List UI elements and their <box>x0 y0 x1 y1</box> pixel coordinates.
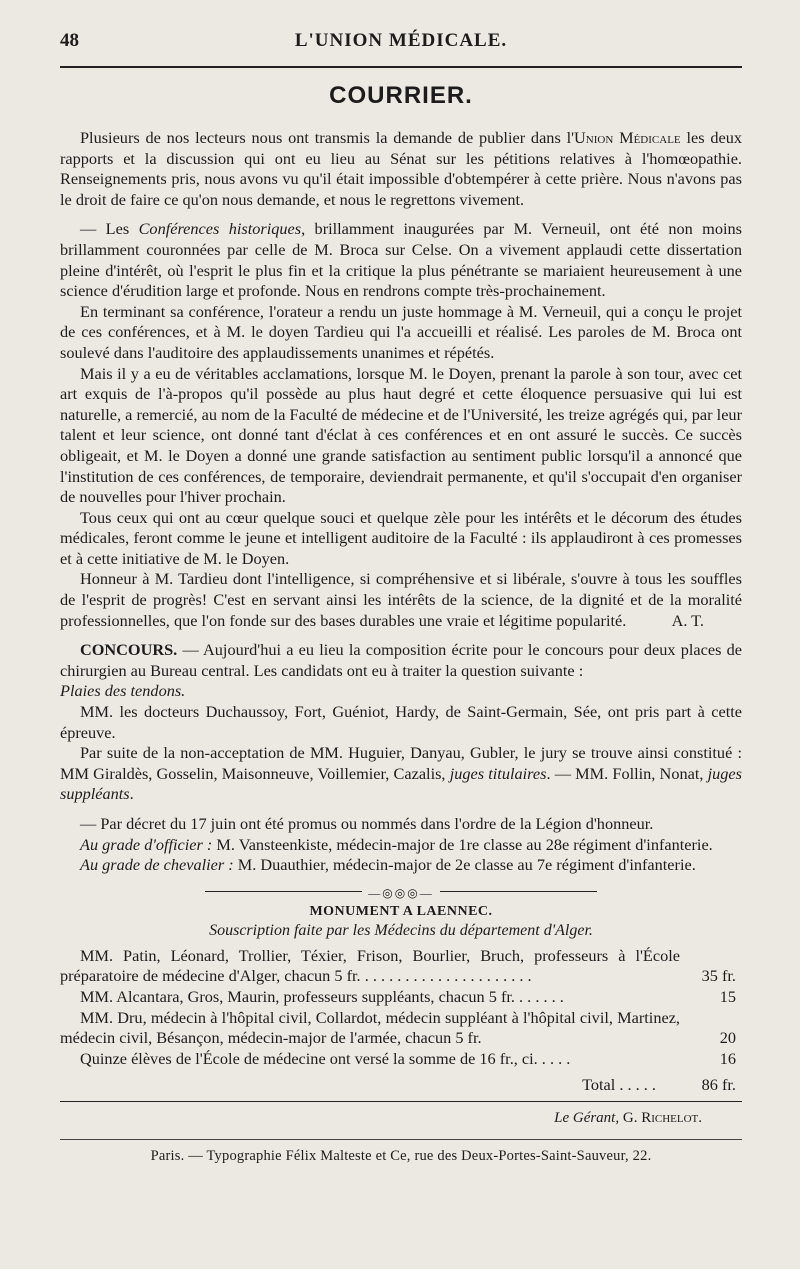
text-run: . — MM. Follin, Nonat, <box>546 763 708 783</box>
paragraph-homeopathie <box>60 128 742 210</box>
gerant-label: Le Gérant, <box>554 1110 620 1127</box>
subscription-row <box>60 987 742 1008</box>
text-run: les deux rapports et la discussion qui ont eu lieu au Sénat sur les pétitions relatives à l'homœopathie. Renseignements pris, nous avons vu qu'il était impossible d'obtempérer à cette prière. Nous n'avons pas le droit de faire ce qu'on nous demande, et nous le regrettons vivement. <box>60 128 742 209</box>
header-rule <box>60 66 742 68</box>
text-run: — Aujourd'hui a eu lieu la composition écrite pour le concours pour deux places de chirurgien au Bureau central. Les candidats ont eu à traiter la question suivante : <box>60 640 742 680</box>
subscription-row <box>60 946 742 987</box>
section-title: COURRIER. <box>329 82 473 109</box>
question-italic: Plaies des tendons. <box>60 681 186 701</box>
subscription-row <box>60 1049 742 1070</box>
text-run: — Les <box>80 219 139 239</box>
article-body <box>60 128 742 876</box>
juges-suppleants-italic: juges suppléants <box>60 763 742 804</box>
gerant-signature <box>60 1110 702 1127</box>
total-amount: 86 fr. <box>701 1075 736 1095</box>
footer-rule <box>60 1139 742 1140</box>
concours-question <box>60 681 742 702</box>
page-number: 48 <box>60 30 79 51</box>
monument-title: MONUMENT A LAENNEC. <box>309 903 493 919</box>
journal-title: L'UNION MÉDICALE. <box>294 30 508 51</box>
text-run: . <box>129 784 134 804</box>
officier-label: Au grade d'officier : <box>80 834 213 854</box>
author-signature: A. T. <box>671 610 704 630</box>
subscription-text: MM. Patin, Léonard, Trollier, Téxier, Frison, Bourlier, Bruch, professeurs à l'École préparatoire de médecine d'Alger, chacun 5 fr. . . . . . . . . . . . . . . . . . . . . . <box>60 945 680 986</box>
total-rule <box>60 1101 742 1102</box>
subscription-amount: 35 fr. <box>701 966 736 986</box>
paragraph-acclamations: Mais il y a eu de véritables acclamations, lorsque M. le Doyen, prenant la parole à son tour, avec cet art exquis de l'à-propos qu'il possède au plus haut degré et cette éloquence persuasive qui lui est naturelle, a remercié, au nom de la Faculté de médecine et de l'Université, les treize agrégés qui, par leur talent et leur science, ont donné tant d'éclat à ces conférences et en ont assuré le succès. Ce succès obligeait, et M. le Doyen a donné une grande satisfaction au sentiment public lorsqu'il a annoncé que l'institution de ces conférences, de temporaire, deviendrait permanente, et qu'il s'occupait d'en organiser de nouvelles pour l'hiver prochain. <box>60 363 742 507</box>
paragraph-conferences <box>60 219 742 301</box>
ornament-icon: —◎◎◎— <box>362 886 439 900</box>
gerant-name: G. Richelot. <box>622 1110 702 1127</box>
paragraph-candidats: MM. les docteurs Duchaussoy, Fort, Guéniot, Hardy, de Saint-Germain, Sée, ont pris part à cette épreuve. <box>60 702 742 742</box>
page-header <box>60 30 742 60</box>
subscription-amount: 16 <box>719 1048 736 1068</box>
text-run: Honneur à M. Tardieu dont l'intelligence, si compréhensive et si libérale, s'ouvre à tous les souffles de l'esprit de progrès! C'est en servant ainsi les intérêts de la science, de la dignité et de la moralité professionnelles, que l'on fonde sur des bases durables une vraie et légitime popularité. <box>60 569 742 630</box>
printer-imprint: Paris. — Typographie Félix Malteste et Ce, rue des Deux-Portes-Saint-Sauveur, 22. <box>150 1148 652 1165</box>
subscription-amount: 20 <box>719 1028 736 1048</box>
subscription-text: MM. Alcantara, Gros, Maurin, professeurs suppléants, chacun 5 fr. . . . . . . <box>80 986 564 1006</box>
concours-label: CONCOURS. <box>80 640 178 660</box>
text-run: , brillamment inaugurées par M. Verneuil, ont été non moins brillamment couronnées par celle de M. Broca sur Celse. On a vivement applaudi cette dissertation pleine d'intérêt, où l'esprit le plus fin et la critique la plus pénétrante se mariaient heureusement à une science d'érudition large et profonde. Nous en rendrons compte très-prochainement. <box>60 219 742 301</box>
subscription-text: MM. Dru, médecin à l'hôpital civil, Collardot, médecin suppléant à l'hôpital civil, Martinez, médecin civil, Bésançon, médecin-major de l'armée, chacun 5 fr. <box>60 1007 680 1048</box>
paragraph-jury <box>60 743 742 805</box>
paragraph-honneur <box>60 569 742 631</box>
paragraph-decret: — Par décret du 17 juin ont été promus ou nommés dans l'ordre de la Légion d'honneur. <box>80 814 654 833</box>
subscription-row <box>60 1008 742 1049</box>
text-run: M. Vansteenkiste, médecin-major de 1re classe au 28e régiment d'infanterie. <box>212 834 713 854</box>
subscription-total <box>60 1075 742 1095</box>
chevalier-label: Au grade de chevalier : <box>80 855 234 875</box>
paragraph-interets: Tous ceux qui ont au cœur quelque souci et quelque zèle pour les intérêts et le décorum des études médicales, feront comme le jeune et intelligent auditoire de la Faculté : ils applaudiront à ces promesses et à cette initiative de M. le Doyen. <box>60 507 742 568</box>
paragraph-officier <box>60 835 742 856</box>
text-run: M. Duauthier, médecin-major de 2e classe au 7e régiment d'infanterie. <box>233 855 696 875</box>
total-label: Total . . . . . <box>582 1075 656 1095</box>
subscription-list <box>60 946 742 1096</box>
conferences-italic: Conférences historiques <box>138 219 302 239</box>
ornament-divider <box>60 884 742 898</box>
subscription-text: Quinze élèves de l'École de médecine ont versé la somme de 16 fr., ci. . . . . <box>80 1048 571 1068</box>
journal-name-smallcaps: Union Médicale <box>574 128 681 147</box>
text-run: Par suite de la non-acceptation de MM. Huguier, Danyau, Gubler, le jury se trouve ainsi constitué : MM Giraldès, Gosselin, Maisonneuve, Voillemier, Cazalis, <box>60 743 742 783</box>
paragraph-concours <box>60 640 742 681</box>
juges-titulaires-italic: juges titulaires <box>449 763 547 783</box>
paragraph-hommage: En terminant sa conférence, l'orateur a rendu un juste hommage à M. Verneuil, qui a conçu le projet de ces conférences, et à M. le doyen Tardieu qui l'a accueilli et réalisé. Les paroles de M. Broca ont soulevé dans l'auditoire des applaudissements unanimes et répétés. <box>60 301 742 362</box>
subscription-amount: 15 <box>719 986 736 1006</box>
monument-subtitle: Souscription faite par les Médecins du département d'Alger. <box>209 921 593 939</box>
text-run: Plusieurs de nos lecteurs nous ont transmis la demande de publier dans l' <box>80 128 575 147</box>
paragraph-chevalier <box>60 855 742 876</box>
